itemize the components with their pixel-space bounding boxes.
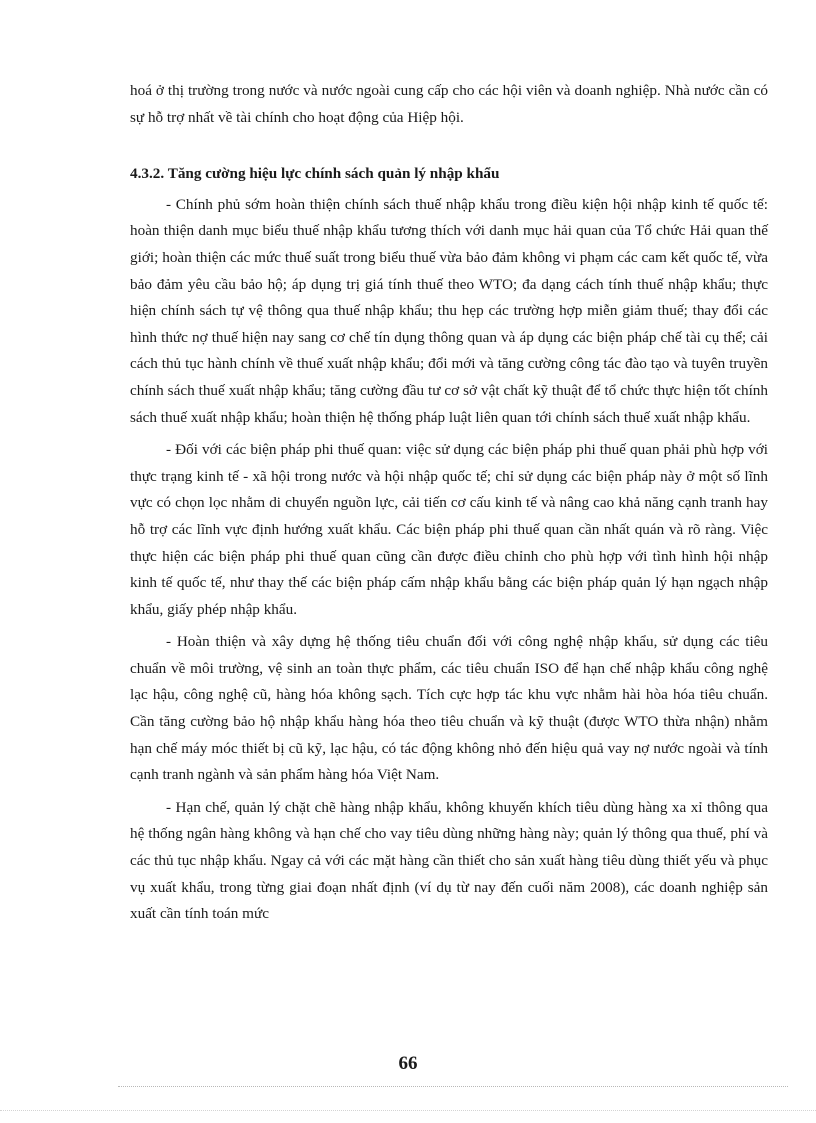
paragraph-standards: - Hoàn thiện và xây dựng hệ thống tiêu chuẩn đối với công nghệ nhập khẩu, sử dụng các tiêu chuẩn về môi trường, vệ sinh an toàn thực phẩm, các tiêu chuẩn ISO để hạn chế nhập khẩu công nghệ lạc hậu, công nghệ cũ, hàng hóa không sạch. Tích cực hợp tác khu vực nhằm hài hòa hóa tiêu chuẩn. Cần tăng cường bảo hộ nhập khẩu hàng hóa theo tiêu chuẩn và kỹ thuật (được WTO thừa nhận) nhằm hạn chế máy móc thiết bị cũ kỹ, lạc hậu, có tác động không nhỏ đến hiệu quả vay nợ nước ngoài và tính cạnh tranh ngành và sản phẩm hàng hóa Việt Nam. xyxy=(130,633,768,784)
section-heading: 4.3.2. Tăng cường hiệu lực chính sách quản lý nhập khẩu xyxy=(130,165,500,183)
page-body xyxy=(130,78,768,934)
page-number: 66 xyxy=(398,1053,418,1074)
footer-divider xyxy=(118,1086,788,1087)
intro-paragraph: hoá ở thị trường trong nước và nước ngoài cung cấp cho các hội viên và doanh nghiệp. Nhà nước cần có sự hỗ trợ nhất về tài chính cho hoạt động của Hiệp hội. xyxy=(130,82,768,126)
paragraph-tax-policy: - Chính phủ sớm hoàn thiện chính sách thuế nhập khẩu trong điều kiện hội nhập kinh tế quốc tế: hoàn thiện danh mục biểu thuế nhập khẩu tương thích với danh mục hải quan của Tổ chức Hải quan thế giới; hoàn thiện các mức thuế suất trong biểu thuế vừa bảo đảm không vi phạm các cam kết quốc tế, vừa bảo đảm yêu cầu bảo hộ; áp dụng trị giá tính thuế theo WTO; đa dạng cách tính thuế nhập khẩu; thực hiện chính sách tự vệ thông qua thuế nhập khẩu; thu hẹp các trường hợp miễn giảm thuế; thay đổi các hình thức nợ thuế hiện nay sang cơ chế tín dụng thông quan và áp dụng các biện pháp chế tài cụ thể; cải cách thủ tục hành chính về thuế xuất nhập khẩu; đổi mới và tăng cường công tác đào tạo và tuyên truyền chính sách thuế xuất nhập khẩu; tăng cường đầu tư cơ sở vật chất kỹ thuật để tổ chức thực hiện tốt chính sách thuế xuất nhập khẩu; hoàn thiện hệ thống pháp luật liên quan tới chính sách thuế xuất nhập khẩu. xyxy=(130,195,768,426)
paragraph-non-tariff: - Đối với các biện pháp phi thuế quan: việc sử dụng các biện pháp phi thuế quan phải phù hợp với thực trạng kinh tế - xã hội trong nước và hội nhập quốc tế; chỉ sử dụng các biện pháp này ở một số lĩnh vực có chọn lọc nhằm di chuyển nguồn lực, cải tiến cơ cấu kinh tế và nâng cao khả năng cạnh tranh hay hỗ trợ các lĩnh vực định hướng xuất khẩu. Các biện pháp phi thuế quan cần nhất quán và rõ ràng. Việc thực hiện các biện pháp phi thuế quan cũng cần được điều chỉnh cho phù hợp với tình hình hội nhập kinh tế quốc tế, như thay thế các biện pháp cấm nhập khẩu bằng các biện pháp quản lý hạn ngạch nhập khẩu, giấy phép nhập khẩu. xyxy=(130,441,768,618)
paragraph-import-control: - Hạn chế, quản lý chặt chẽ hàng nhập khẩu, không khuyến khích tiêu dùng hàng xa xỉ thông qua hệ thống ngân hàng không và hạn chế cho vay tiêu dùng những hàng này; quản lý thông qua thuế, phí và các thủ tục nhập khẩu. Ngay cả với các mặt hàng cần thiết cho sản xuất hàng tiêu dùng thiết yếu và phục vụ xuất khẩu, trong từng giai đoạn nhất định (ví dụ từ nay đến cuối năm 2008), các doanh nghiệp sản xuất cần tính toán mức xyxy=(130,798,768,923)
page-edge-divider xyxy=(0,1110,816,1111)
